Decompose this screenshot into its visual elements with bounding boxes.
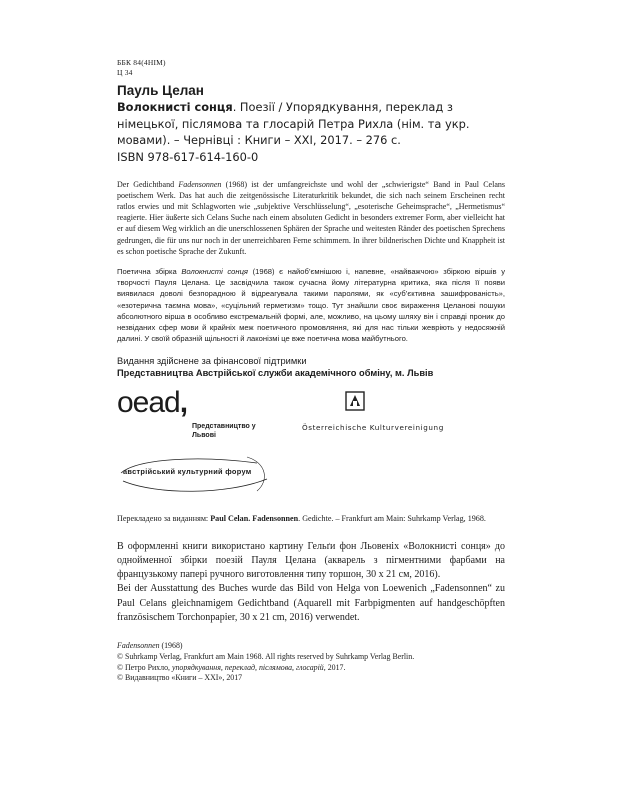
forum-name: австрійський культурний форум	[123, 467, 252, 477]
bibliographic-details: . Поезії / Упорядкування, переклад з німецької, післямова та глосарій Петра Рихла (нім. та укр. мовами). – Чернівці : Книги – ХХІ, 2017. – 276 с.	[117, 100, 470, 147]
udc-code: Ц 34	[117, 68, 133, 77]
support-note: Видання здійснене за фінансової підтримки	[117, 356, 307, 367]
author-name: Пауль Целан	[117, 83, 204, 98]
annotation-ukrainian: Поетична збірка Волокнисті сонця (1968) є найоб’ємнішою і, напевне, «найважчою» збіркою віршів у творчості Пауля Целана. Це засвідчила також сучасна йому літературна критика, яка після її появи виявилася доволі безпорадною й відреагувала такими паролями, як «суб’єктивна зашифрованість», «езотерична таємна мова», «суцільний герметизм» тощо. Тут знайшли своє вираження Целанові пошуки абсолютного вірша в особливо екстремальній формі, але, можливо, на цьому шляху він і справді проник до незвіданих сфер мови й крайніх меж поетичного промовляння, які для нас тільки жевріють у недосяжній далині. У своїй образній щільності й лаконізмі це вже поетична мова майбутнього.	[117, 266, 505, 344]
catalog-codes	[117, 58, 505, 78]
oead-subtitle: Представництво у Львові	[192, 423, 256, 440]
work-title-uk: Волокнисті сонця	[181, 266, 248, 276]
copyright-publisher: © Видавництво «Книги – ХХІ», 2017	[117, 673, 243, 683]
copyright-suhrkamp: © Suhrkamp Verlag, Frankfurt am Main 1968. All rights reserved by Suhrkamp Verlag Berlin.	[117, 651, 415, 661]
book-title: Волокнисті сонця	[117, 100, 233, 114]
source-edition: Перекладено за виданням: Paul Celan. Fadensonnen. Gedichte. – Frankfurt am Main: Suhrkamp Verlag, 1968.	[117, 514, 486, 524]
okv-emblem-icon	[345, 391, 365, 411]
oead-comma-mark: ,	[179, 386, 188, 420]
annotation-german: Der Gedichtband Fadensonnen (1968) ist der umfangreichste und wohl der „schwierigste“ Band in Paul Celans poetischem Werk. Das hat auch die zeitgenössische Literaturkritik bekundet, die sich nach seinem Erscheinen recht ratlos erwies und mit Schlagworten wie „subjektive Verschlüsselung“, „esoterische Geheimsprache“, „Hermetismus“ reagierte. Hier äußerte sich Celans Suche nach einem absoluten Gedicht in besonders extremer Form, aber vielleicht hat er auf diesem Weg wirklich an die unerschlossenen Sphären der Sprache und weitesten Ränder des poetischen Sprechens gedrungen, die für uns nur noch in der unerreichbaren Ferne schimmern. In ihrer bildnerischen Dichte und Knappheit ist es schon poetische Sprache der Zukunft.	[117, 179, 505, 256]
forum-logo	[117, 451, 505, 501]
oead-logo: oead,	[117, 386, 188, 420]
okv-name: Österreichische Kulturvereinigung	[302, 423, 444, 433]
copyright-block	[117, 641, 505, 683]
imprint-page	[117, 58, 505, 684]
isbn: ISBN 978-617-614-160-0	[117, 149, 259, 164]
bbk-code: ББК 84(4НІМ)	[117, 58, 166, 67]
work-title-de: Fadensonnen	[178, 179, 222, 189]
cover-note-ukrainian: В оформленні книги використано картину Гельґи фон Льовеніх «Волокнисті сонця» до однойменної збірки поезій Пауля Целана (акварель з пігментними фарбами на французькому папері ручного виготовлення типу торшон, 30 x 21 см, 2016).	[117, 540, 505, 581]
forum-swirl-icon	[117, 451, 277, 501]
bibliographic-description	[117, 99, 505, 149]
sponsor-logos	[117, 387, 505, 447]
support-organization: Представництва Австрійської служби академічного обміну, м. Львів	[117, 368, 434, 379]
copyright-translator: © Петро Рихло, упорядкування, переклад, післямова, глосарій, 2017.	[117, 662, 346, 672]
copyright-work: Fadensonnen (1968)	[117, 641, 183, 651]
cover-art-note	[117, 540, 505, 626]
cover-note-german: Bei der Ausstattung des Buches wurde das Bild von Helga von Loewenich „Fadensonnen“ zu Paul Celans gleichnamigem Gedichtband (Aquarell mit Farbpigmenten auf handgeschöpften französischem Torchonpapier, 30 x 21 cm, 2016) verwendet.	[117, 583, 505, 624]
